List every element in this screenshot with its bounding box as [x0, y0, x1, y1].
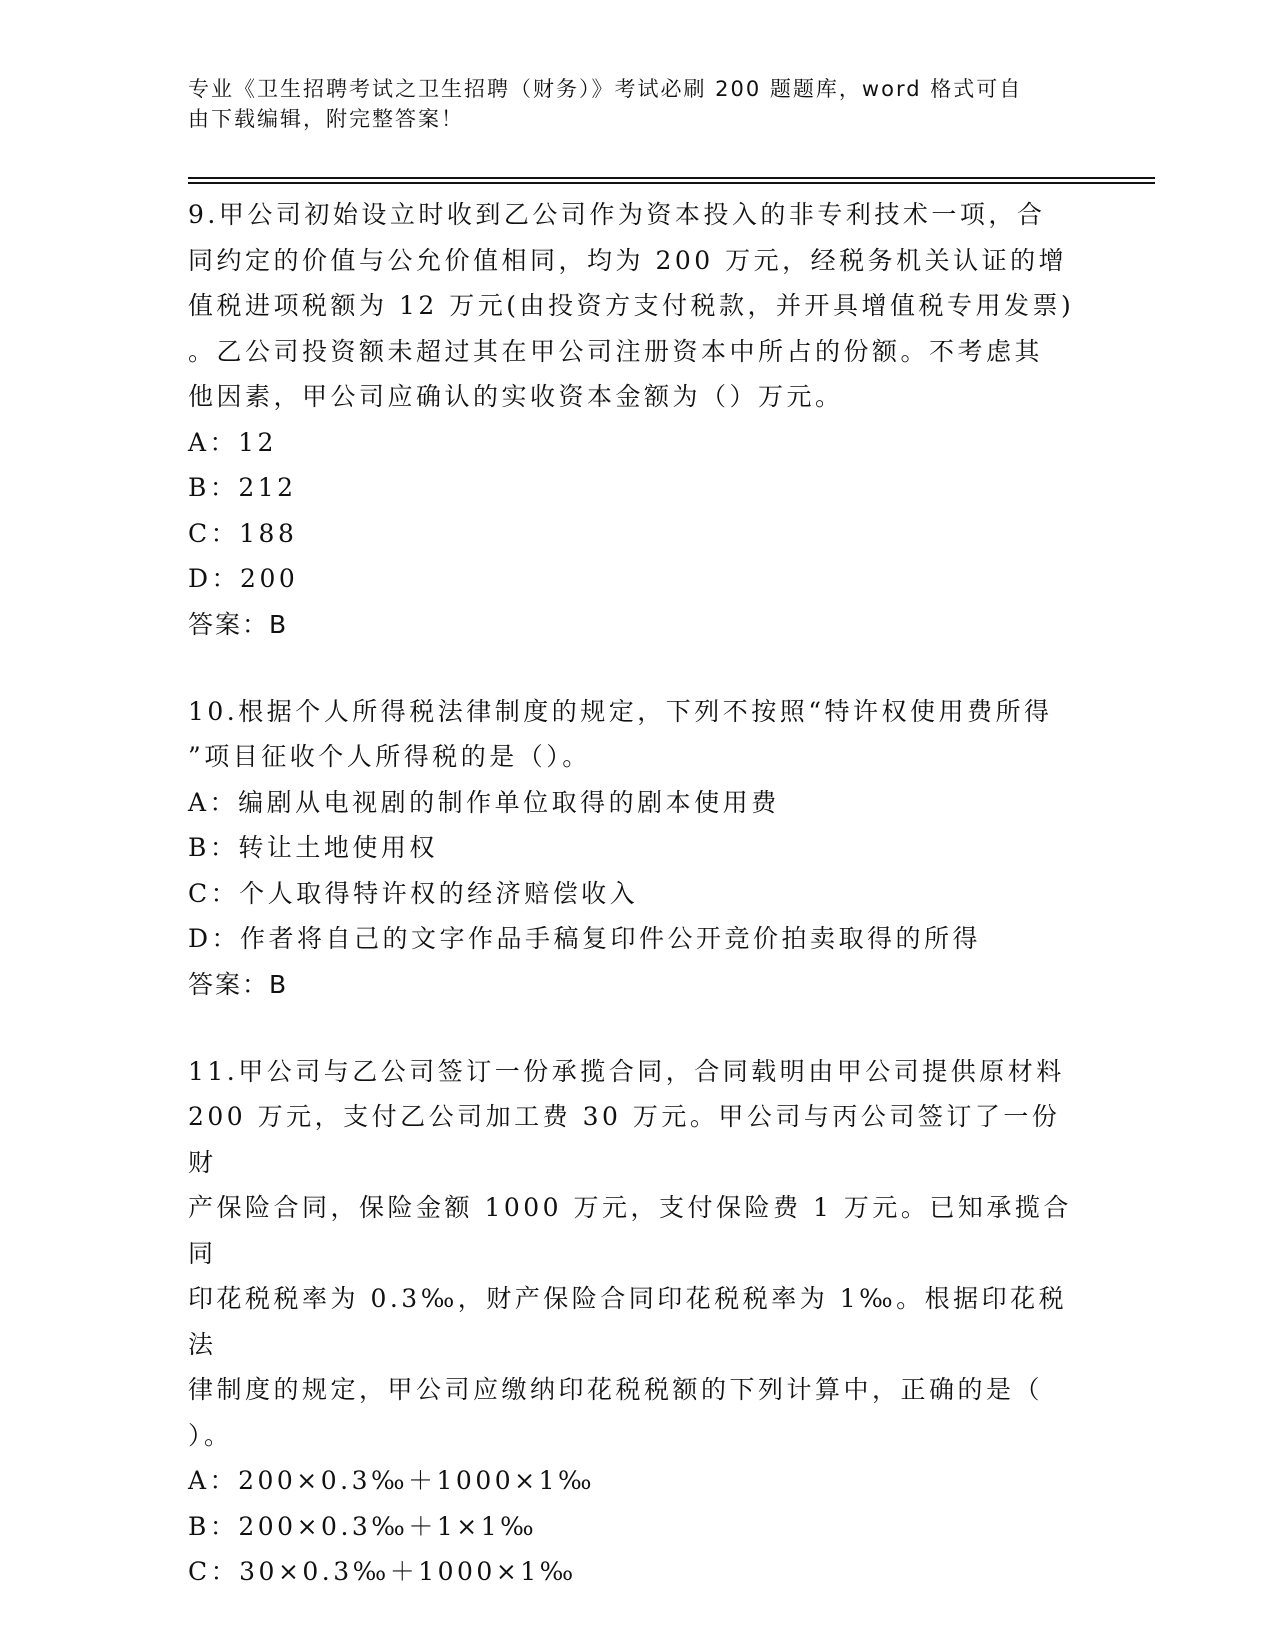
stem-line: 他因素，甲公司应确认的实收资本金额为（）万元。	[188, 382, 844, 411]
option-c	[188, 511, 1088, 557]
option-text: 200×0.3‰＋1×1‰	[238, 1511, 538, 1541]
option-text: 编剧从电视剧的制作单位取得的剧本使用费	[238, 787, 780, 817]
option-text: 188	[239, 518, 298, 548]
option-letter: C：	[188, 518, 240, 548]
stem-line: 同约定的价值与公允价值相同，均为 200 万元，经税务机关认证的增	[188, 245, 1068, 275]
option-a	[188, 1458, 1088, 1504]
question-stem	[188, 1049, 1088, 1459]
question-list	[188, 192, 1088, 1637]
option-letter: D：	[188, 924, 241, 953]
option-text: 212	[238, 473, 297, 502]
option-text: 200	[240, 564, 299, 593]
question-11	[188, 1049, 1088, 1595]
option-d	[188, 916, 1088, 962]
option-b	[188, 1504, 1088, 1550]
answer-line: 答案：B	[188, 609, 289, 639]
header-divider-bottom	[188, 182, 1155, 184]
question-9	[188, 192, 1088, 647]
option-a	[188, 780, 1088, 826]
stem-line: 9.甲公司初始设立时收到乙公司作为资本投入的非专利技术一项，合	[188, 200, 1046, 229]
option-letter: A：	[188, 1466, 239, 1495]
question-stem	[188, 689, 1088, 780]
option-text: 200×0.3‰＋1000×1‰	[238, 1466, 596, 1495]
option-text: 个人取得特许权的经济赔偿收入	[239, 878, 639, 908]
option-b	[188, 825, 1088, 871]
option-c	[188, 1549, 1088, 1595]
stem-line: 律制度的规定，甲公司应缴纳印花税税额的下列计算中，正确的是（	[188, 1375, 1044, 1404]
option-b	[188, 465, 1088, 511]
option-text: 作者将自己的文字作品手稿复印件公开竞价拍卖取得的所得	[240, 924, 982, 953]
stem-line: 产保险合同，保险金额 1000 万元，支付保险费 1 万元。已知承揽合同	[188, 1193, 1072, 1268]
option-letter: B：	[188, 473, 239, 502]
header-divider-top	[188, 177, 1155, 179]
option-letter: D：	[188, 564, 241, 593]
option-letter: A：	[188, 427, 239, 457]
stem-line: ）。	[188, 1420, 233, 1450]
stem-line: 。乙公司投资额未超过其在甲公司注册资本中所占的份额。不考虑其	[188, 336, 1044, 366]
option-c	[188, 871, 1088, 917]
stem-line: ”项目征收个人所得税的是（）。	[188, 742, 591, 771]
option-text: 转让土地使用权	[238, 833, 438, 862]
option-letter: C：	[188, 878, 240, 908]
option-a	[188, 420, 1088, 466]
answer-line: 答案：B	[188, 969, 289, 999]
question-stem	[188, 192, 1088, 420]
option-letter: A：	[188, 787, 239, 817]
header-line-2: 由下载编辑，附完整答案！	[188, 107, 464, 131]
option-text: 12	[238, 427, 277, 457]
option-letter: C：	[188, 1557, 240, 1586]
stem-line: 10.根据个人所得税法律制度的规定，下列不按照“特许权使用费所得	[188, 696, 1053, 726]
stem-line: 11.甲公司与乙公司签订一份承揽合同，合同载明由甲公司提供原材料	[188, 1056, 1065, 1086]
stem-line: 200 万元，支付乙公司加工费 30 万元。甲公司与丙公司签订了一份财	[188, 1102, 1061, 1177]
stem-line: 值税进项税额为 12 万元(由投资方支付税款，并开具增值税专用发票)	[188, 291, 1075, 320]
option-letter: B：	[188, 1511, 239, 1541]
option-d	[188, 556, 1088, 602]
option-letter: B：	[188, 833, 239, 862]
document-header	[188, 74, 1068, 134]
header-line-1: 专业《卫生招聘考试之卫生招聘（财务）》考试必刷 200 题题库，word 格式可自	[188, 77, 1023, 101]
stem-line: 印花税税率为 0.3‰，财产保险合同印花税税率为 1‰。根据印花税法	[188, 1284, 1068, 1359]
option-text: 30×0.3‰＋1000×1‰	[239, 1557, 577, 1586]
question-10	[188, 689, 1088, 1007]
